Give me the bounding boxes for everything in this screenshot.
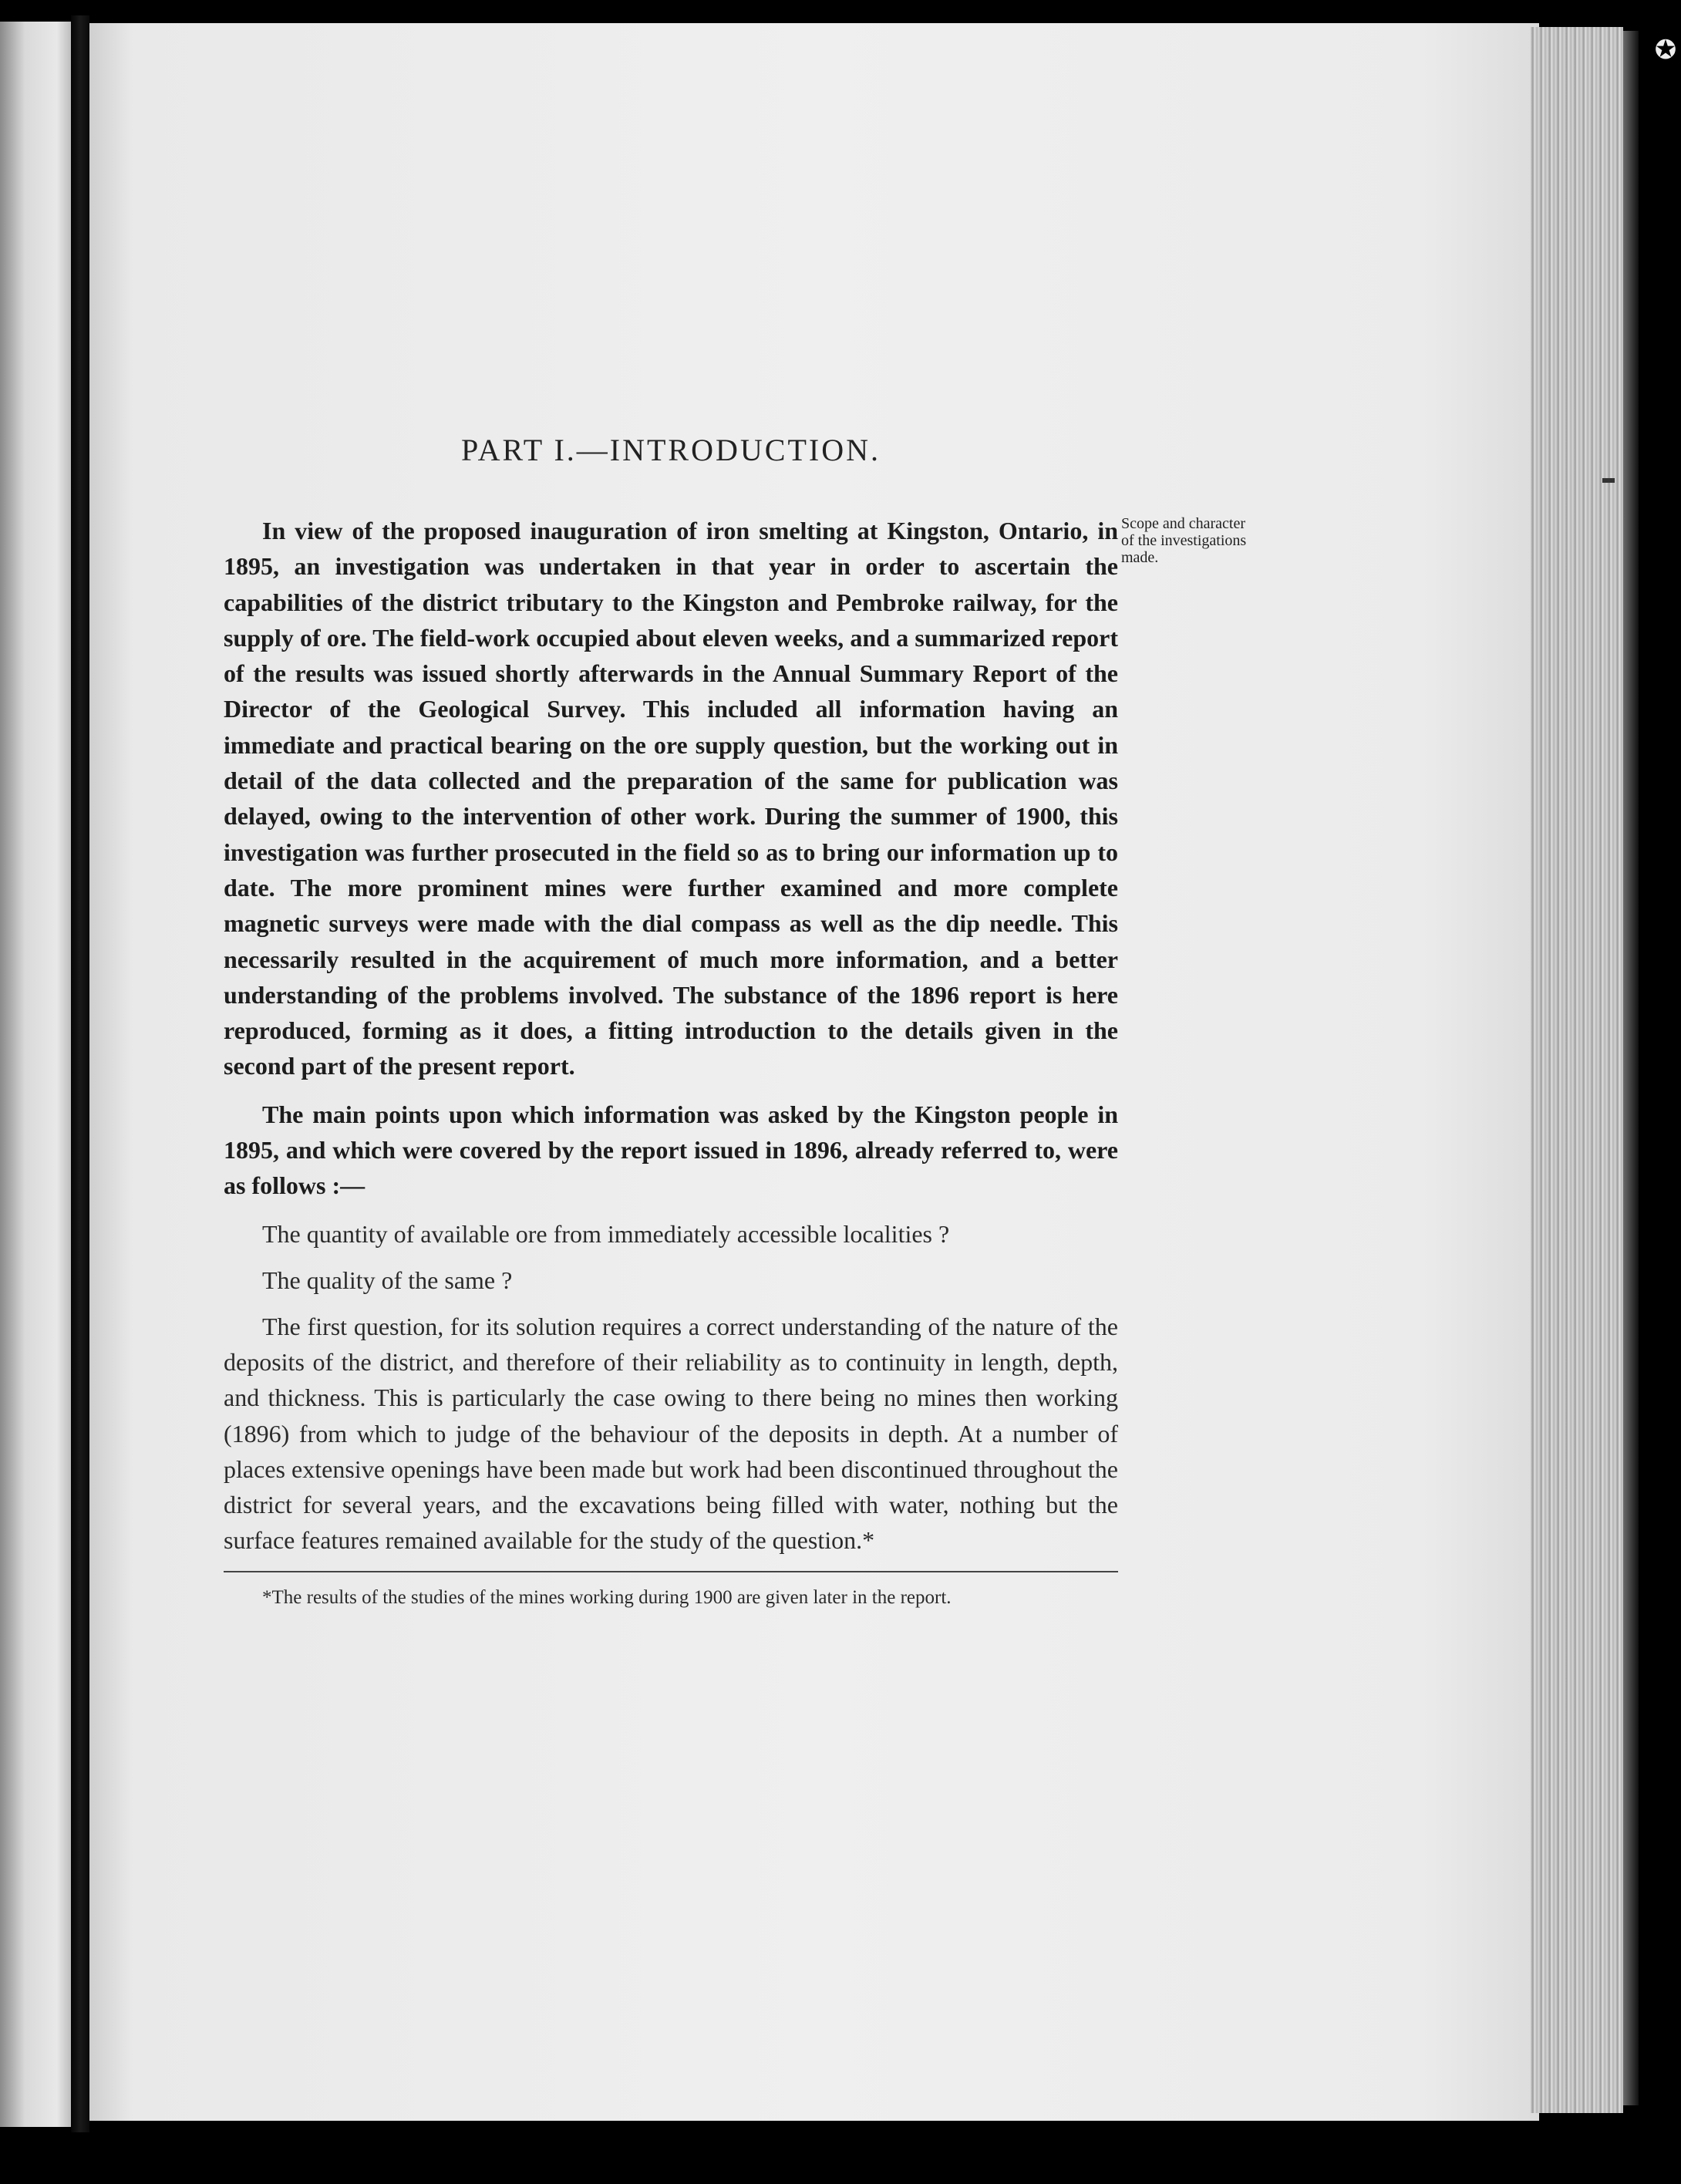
question-quality: The quality of the same ? [262, 1266, 513, 1294]
page-body [224, 432, 1118, 1613]
scan-corner-icon: ✪ [1654, 35, 1677, 66]
footnote: *The results of the studies of the mines working during 1900 are given later in the report. [262, 1586, 952, 1608]
page-stack-edge [1531, 27, 1623, 2113]
left-page-edge [0, 22, 71, 2127]
footnote-rule [224, 1571, 1118, 1572]
book-gutter [71, 15, 89, 2132]
intro-paragraph: In view of the proposed inauguration of iron smelting at Kingston, Ontario, in 1895, an investigation was undertaken in that year in order to ascertain the capabilities of the district tributary to the Kingston and Pembroke railway, for the supply of ore. The field-work occupied about eleven weeks, and a summarized report of the results was issued shortly afterwards in the Annual Summary Report of the Director of the Geological Survey. This included all information having an immediate and practical bearing on the ore supply question, but the working out in detail of the data collected and the preparation of the same for publication was delayed, owing to the intervention of other work. During the summer of 1900, this investigation was further prosecuted in the field so as to bring our information up to date. The more prominent mines were further examined and more complete magnetic surveys were made with the dial compass as well as the dip needle. This necessarily resulted in the acquirement of much more information, and a better understanding of the problems involved. The substance of the 1896 report is here reproduced, forming as it does, a fitting introduction to the details given in the second part of the present report. [224, 517, 1118, 1080]
question-quantity: The quantity of available ore from immediately accessible localities ? [262, 1219, 950, 1248]
marginal-note: Scope and character of the investigations made. [1121, 515, 1247, 566]
points-paragraph: The main points upon which information was asked by the Kingston people in 1895, and which were covered by the report issued in 1896, already referred to, were as follows :— [224, 1100, 1118, 1200]
closing-paragraph: The first question, for its solution requires a correct understanding of the nature of the deposits of the district, and therefore of their reliability as to continuity in length, depth, and thickness. This is particularly the case owing to there being no mines then working (1896) from which to judge of the behaviour of the deposits in depth. At a number of places extensive openings have been made but work had been discontinued throughout the district for several years, and the excavations being filled with water, nothing but the surface features remained available for the study of the question.* [224, 1312, 1118, 1555]
page-stack-shadow [1623, 31, 1639, 2105]
page-heading: PART I.—INTRODUCTION. [461, 433, 881, 467]
page-edge-mark [1602, 478, 1615, 483]
